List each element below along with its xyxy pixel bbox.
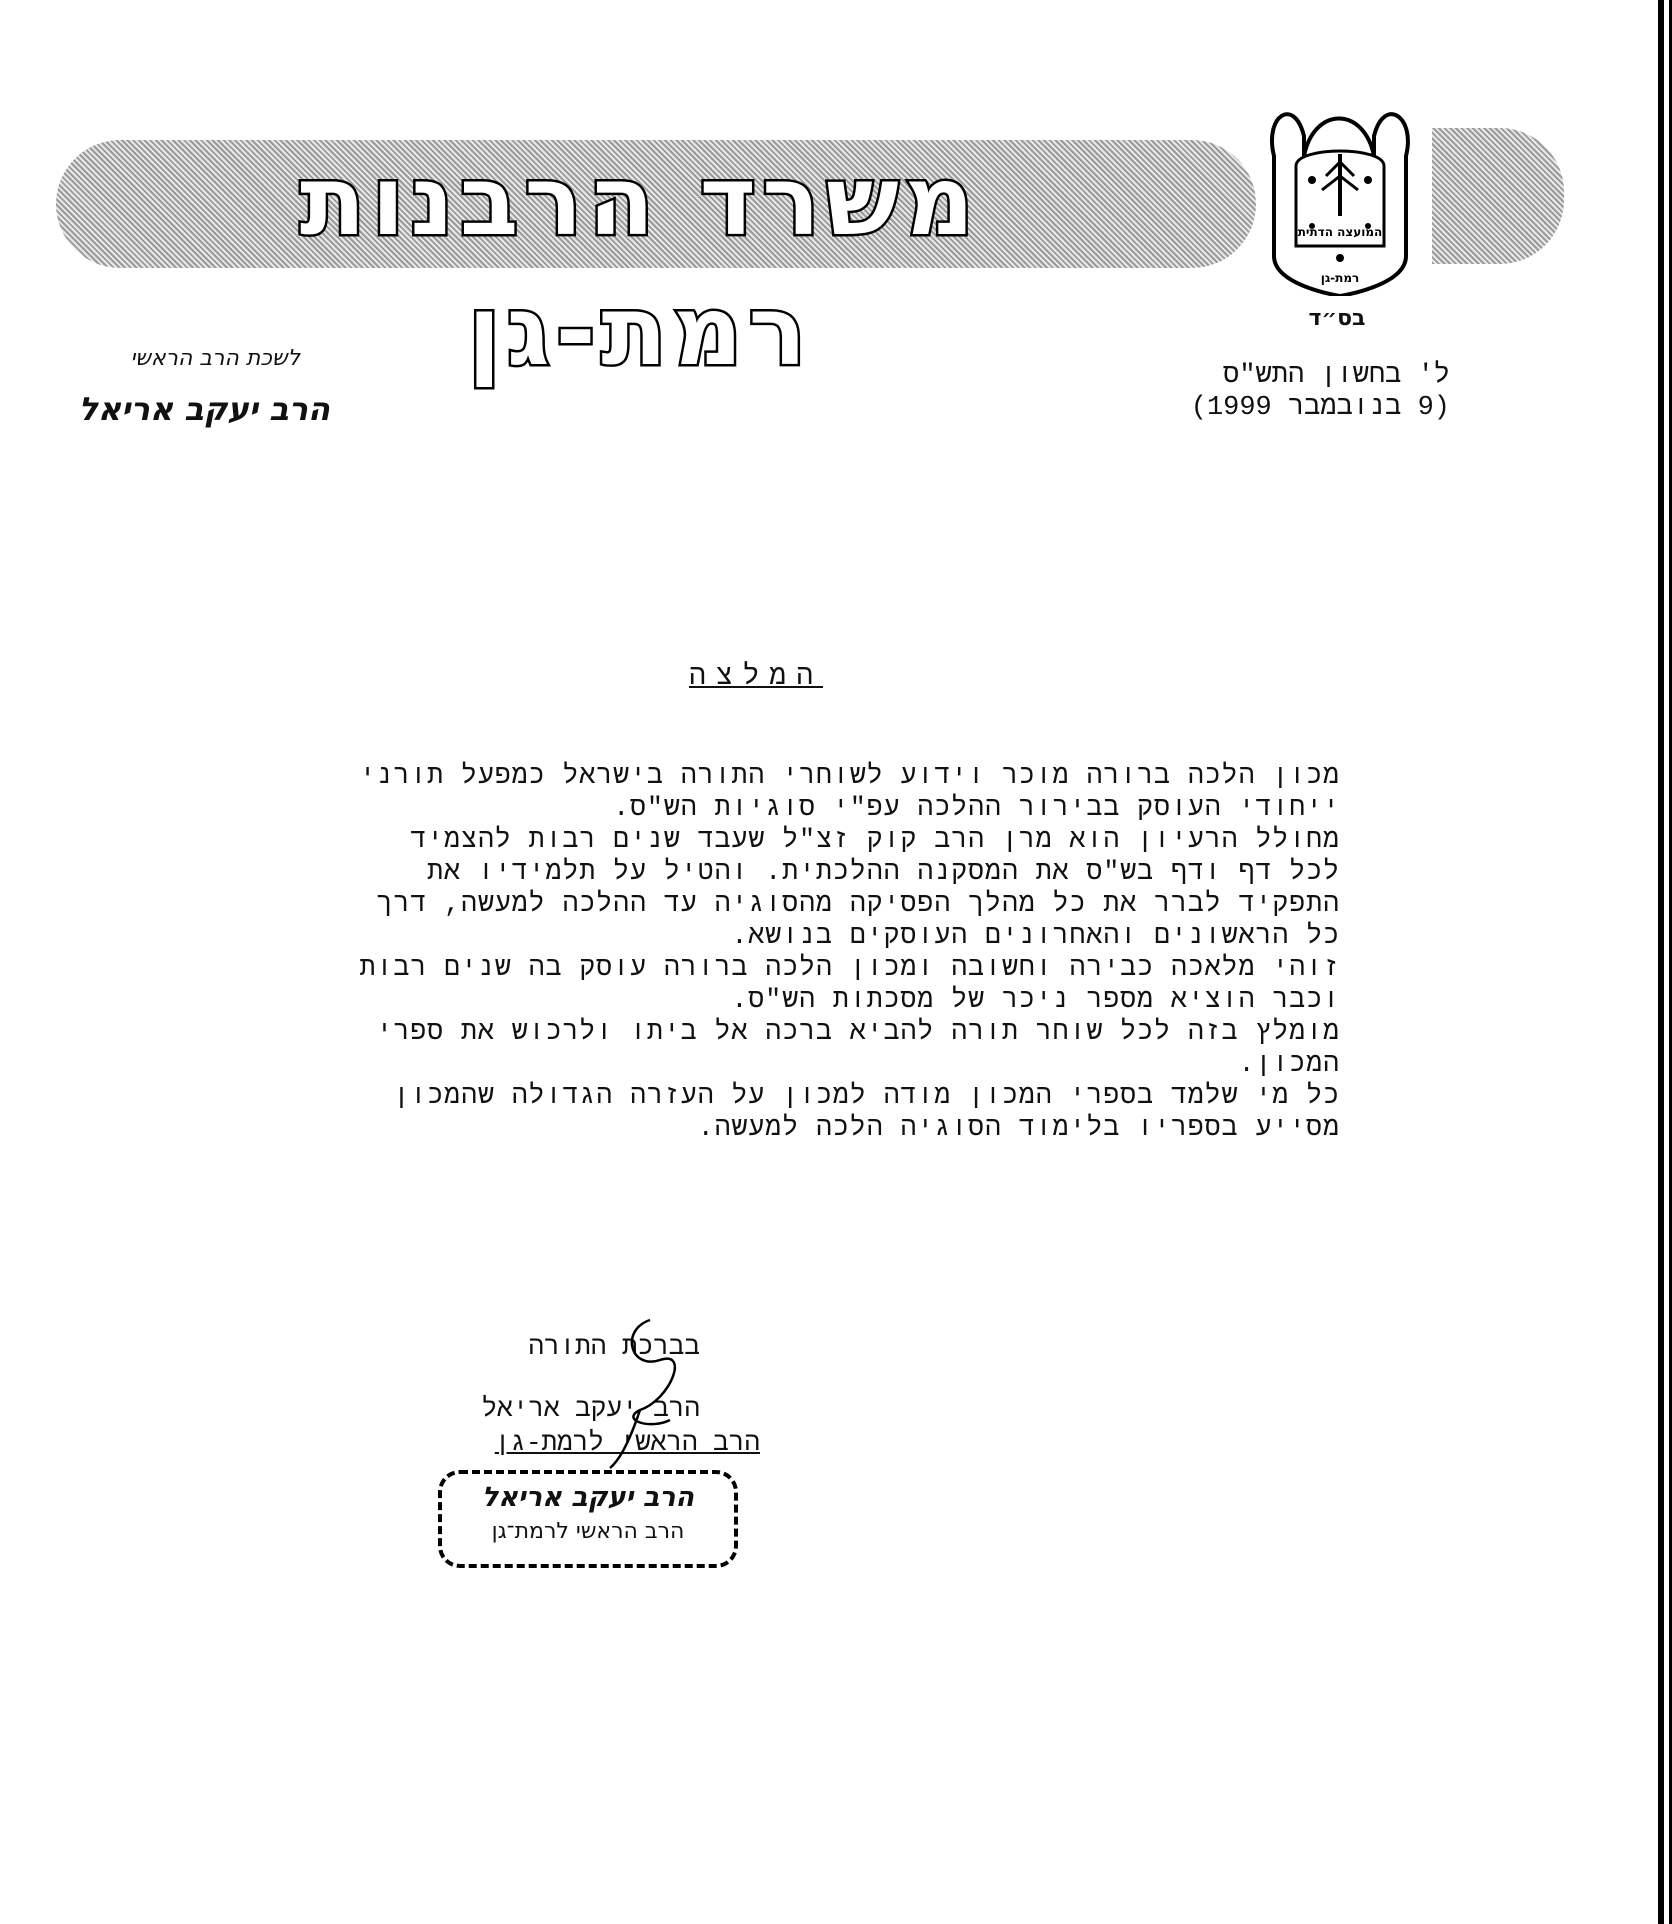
date-block <box>1100 360 1450 424</box>
gregorian-date: (9 בנובמבר 1999) <box>1190 393 1450 423</box>
letter-line: ייחודי העוסק בבירור ההלכה עפ"י סוגיות הש"ס. <box>613 793 1340 823</box>
rabbi-stamp <box>438 1470 738 1568</box>
closing-blessing: בברכת התורה <box>528 1332 700 1362</box>
letter-line: מסייע בספריו בלימוד הסוגיה הלכה למעשה. <box>697 1113 1340 1143</box>
emblem-icon <box>1254 86 1426 296</box>
stamp-name: הרב יעקב אריאל <box>481 1482 695 1513</box>
office-name: הרב יעקב אריאל <box>78 390 330 428</box>
letter-line: מחולל הרעיון הוא מרן הרב קוק זצ"ל שעבד שנים רבות להצמיד <box>410 825 1340 855</box>
letter-line: כל הראשונים והאחרונים העוסקים בנושא. <box>731 921 1340 951</box>
letter-line: מומלץ בזה לכל שוחר תורה להביא ברכה אל ביתו ולרכוש את ספרי <box>376 1017 1340 1047</box>
svg-text:רמת-גן: רמת-גן <box>1320 271 1360 285</box>
letter-line: זוהי מלאכה כבירה וחשובה ומכון הלכה ברורה עוסק בה שנים רבות <box>359 953 1340 983</box>
letter-line: המכון. <box>1238 1049 1340 1079</box>
letter-line: כל מי שלמד בספרי המכון מודה למכון על העזרה הגדולה שהמכון <box>393 1081 1340 1111</box>
letter-line: לכל דף ודף בש"ס את המסקנה ההלכתית. והטיל על תלמידיו את <box>427 857 1340 887</box>
header-title: משרד הרבנות רמת-גן <box>299 145 981 387</box>
office-label: לשכת הרב הראשי <box>130 346 300 371</box>
letter-line: מכון הלכה ברורה מוכר וידוע לשוחרי התורה בישראל כמפעל תורני <box>359 761 1340 791</box>
bsd-mark: בס״ד <box>1308 306 1366 331</box>
hebrew-date: ל' בחשון התש"ס <box>1223 361 1450 391</box>
letter-line: התפקיד לברר את כל מהלך הפסיקה מהסוגיה עד ההלכה למעשה, דרך <box>376 889 1340 919</box>
svg-text:המועצה הדתית: המועצה הדתית <box>1297 225 1383 239</box>
letter-heading: המלצה <box>688 662 823 693</box>
signer-name: הרב יעקב אריאל <box>481 1394 700 1424</box>
signer-title: הרב הראשי לרמת-גן <box>494 1428 760 1458</box>
stamp-title: הרב הראשי לרמת־גן <box>491 1519 685 1544</box>
handwritten-signature <box>580 1310 720 1470</box>
letter-line: וכבר הוציא מספר ניכר של מסכתות הש"ס. <box>731 985 1340 1015</box>
page-edge-line <box>1658 0 1664 1924</box>
header-banner-right <box>1432 128 1564 264</box>
letter-body <box>160 760 1340 1144</box>
